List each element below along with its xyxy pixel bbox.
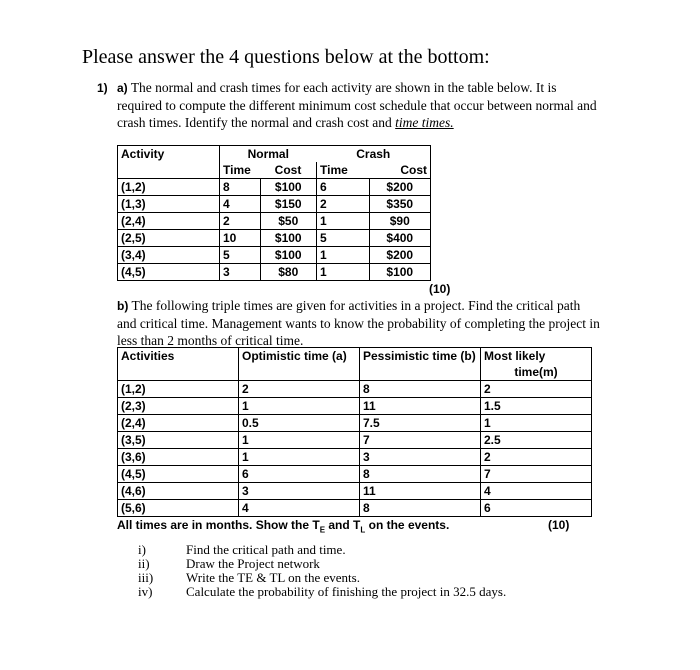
header-activities: Activities [118, 348, 239, 381]
header-normal: Normal [220, 146, 317, 163]
header-crash-time: Time [317, 162, 370, 179]
triple-times-table [117, 347, 592, 517]
crash-table [117, 145, 431, 281]
table-row: (3,5) 1 7 2.5 [118, 432, 592, 449]
table-row: (2,5) 10 $100 5 $400 [118, 230, 431, 247]
part-a-text [117, 79, 617, 131]
header-most-likely: Most likely time(m) [481, 348, 592, 381]
header-pessimistic: Pessimistic time (b) [360, 348, 481, 381]
list-item: i) Find the critical path and time. [138, 542, 346, 557]
time-times-emphasis: time times. [395, 115, 454, 130]
table-row: (1,2) 2 8 2 [118, 381, 592, 398]
table-row: (1,3) 4 $150 2 $350 [118, 196, 431, 213]
list-item: ii) Draw the Project network [138, 556, 320, 571]
header-normal-time: Time [220, 162, 261, 179]
part-a-line3: crash times. Identify the normal and crash cost and time times. [117, 115, 454, 130]
table-row: (4,5) 3 $80 1 $100 [118, 264, 431, 281]
table-row: (5,6) 4 8 6 [118, 500, 592, 517]
page-title: Please answer the 4 questions below at the bottom: [82, 46, 490, 68]
table-row: (1,2) 8 $100 6 $200 [118, 179, 431, 196]
marks-part-a: (10) [429, 282, 451, 296]
list-item: iii) Write the TE & TL on the events. [138, 570, 360, 585]
header-optimistic: Optimistic time (a) [239, 348, 360, 381]
part-b-line2: and critical time. Management wants to know the probability of completing the project in [117, 316, 600, 331]
question-number: 1) [97, 81, 108, 95]
header-activity: Activity [118, 146, 220, 179]
task-list [135, 543, 509, 599]
events-note: All times are in months. Show the $T_E$ and $T_L$ on the events. [117, 518, 450, 535]
table-row: (2,4) 2 $50 1 $90 [118, 213, 431, 230]
table-row: (2,4) 0.5 7.5 1 [118, 415, 592, 432]
header-crash-cost: Cost [369, 162, 431, 179]
part-a-label: a) [117, 81, 128, 95]
table-row: (2,3) 1 11 1.5 [118, 398, 592, 415]
part-b-line3: less than 2 months of critical time. [117, 333, 304, 348]
table-row: (3,4) 5 $100 1 $200 [118, 247, 431, 264]
table-row: (4,6) 3 11 4 [118, 483, 592, 500]
part-a-line2: required to compute the different minimum cost schedule that occur between normal and [117, 98, 597, 113]
header-crash: Crash [317, 146, 431, 163]
list-item: iv) Calculate the probability of finishing the project in 32.5 days. [138, 584, 507, 599]
marks-part-b: (10) [548, 518, 570, 532]
table-row: (3,6) 1 3 2 [118, 449, 592, 466]
part-b-label: b) [117, 299, 129, 313]
header-normal-cost: Cost [274, 163, 302, 177]
part-a-line1: The normal and crash times for each activity are shown in the table below. It is [130, 80, 557, 95]
part-b-text [117, 297, 617, 349]
table-row: (4,5) 6 8 7 [118, 466, 592, 483]
part-b-line1: The following triple times are given for activities in a project. Find the critical path [131, 298, 581, 313]
